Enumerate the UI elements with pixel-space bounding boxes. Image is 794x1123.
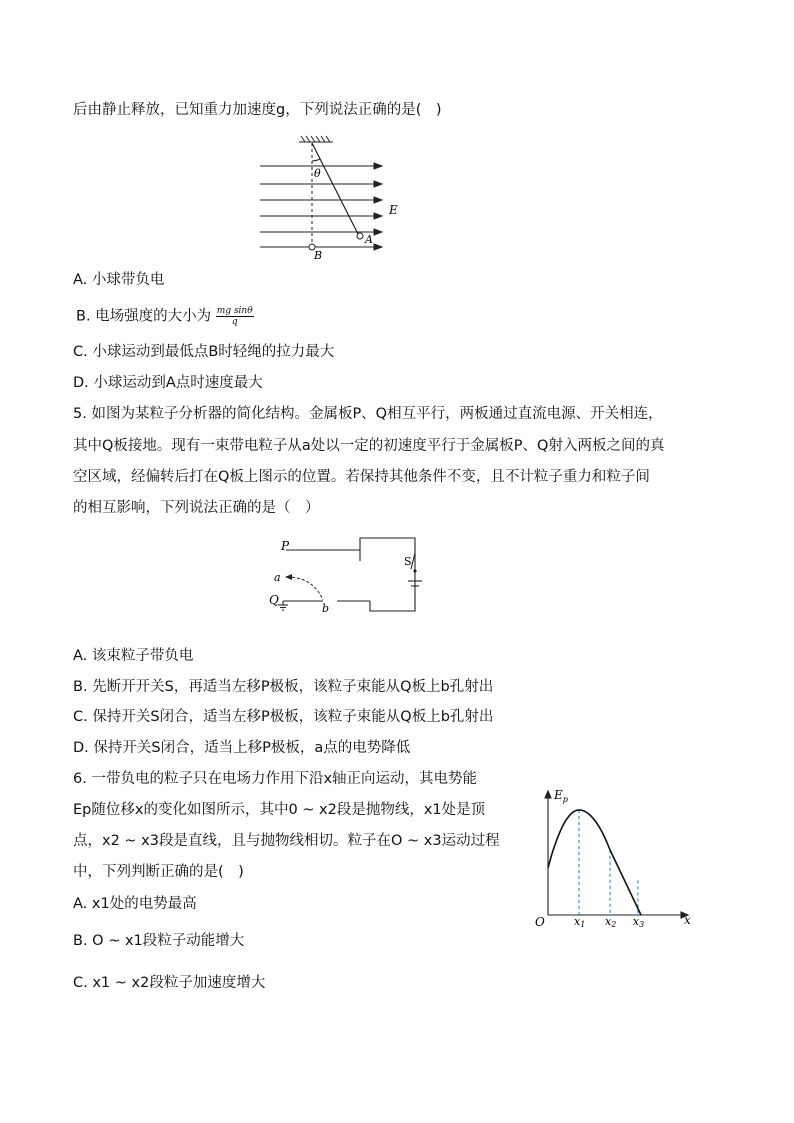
chart-axes [545,791,688,918]
q4-option-c: C. 小球运动到最低点B时轻绳的拉力最大 [73,344,335,360]
q4-option-a: A. 小球带负电 [73,272,165,288]
q5-stem-line-1: 5. 如图为某粒子分析器的简化结构。金属板P、Q相互平行，两板通过直流电源、开关相连， [73,406,663,422]
q4-option-b-text: B. 电场强度的大小为 [76,308,212,325]
point-a-label: A [365,233,373,246]
chart-tick-labels [574,915,644,929]
q5-option-c: C. 保持开关S闭合，适当左移P极板，该粒子束能从Q板上b孔射出 [73,709,494,725]
particle-arrow [285,574,292,580]
ball-a [357,233,363,239]
point-b-label: b [322,602,330,615]
q6-stem-line-2: Ep随位移x的变化如图所示，其中0 ~ x2段是抛物线，x1处是顶 [73,802,486,818]
q6-stem-line-3: 点，x2 ~ x3段是直线，且与抛物线相切。粒子在O ~ x3运动过程 [73,833,500,849]
ep-chart [530,780,705,930]
theta-label: θ [314,167,321,180]
point-a-label: a [274,571,281,584]
q4-option-b [76,306,254,327]
particle-path [287,577,323,600]
q5-stem-line-4: 的相互影响，下列说法正确的是（ ） [73,500,320,516]
q5-option-d: D. 保持开关S闭合，适当上移P极板，a点的电势降低 [73,740,411,756]
q6-option-a: A. x1处的电势最高 [73,896,197,912]
y-axis-label-sub: p [562,795,568,804]
fraction-numerator: mg sinθ [216,306,253,316]
tick-label-x1: x1 [574,915,586,929]
tick-label-x2: x2 [605,915,617,929]
point-b-label: B [314,249,323,262]
q5-option-a: A. 该束粒子带负电 [73,648,194,664]
y-axis-label-main: E [554,788,563,802]
y-axis-label [553,788,568,804]
q4-option-d: D. 小球运动到A点时速度最大 [73,375,263,391]
q6-option-c: C. x1 ~ x2段粒子加速度增大 [73,975,266,991]
q4-stem-tail: 后由静止释放，已知重力加速度g，下列说法正确的是( ) [73,102,442,118]
q5-stem-line-2: 其中Q板接地。现有一束带电粒子从a处以一定的初速度平行于金属板P、Q射入两板之间的真 [73,438,665,454]
q4-pendulum-figure [255,135,415,263]
q6-stem-line-4: 中，下列判断正确的是( ) [73,864,244,880]
field-label: E [389,203,398,217]
q4-option-b-fraction [216,306,254,327]
switch-contact [413,569,416,572]
ceiling-hatch [299,136,333,142]
chart-guides [579,810,638,915]
q6-option-b: B. O ~ x1段粒子动能增大 [73,933,245,949]
plate-p-label: P [281,539,290,553]
tick-label-x3: x3 [632,915,645,929]
x-axis-label: x [684,913,691,927]
fraction-denominator: q [231,317,238,327]
q5-stem-line-3: 空区域，经偏转后打在Q板上图示的位置。若保持其他条件不变，且不计粒子重力和粒子间 [73,469,650,485]
ep-curve [548,810,641,915]
angle-arc [312,159,320,161]
q5-analyzer-figure [265,533,425,618]
switch-s-label: S [404,555,412,568]
field-lines [260,163,382,250]
pendulum-string [312,143,358,234]
plate-q-label: Q [269,593,279,607]
origin-label: O [535,915,545,929]
q5-option-b: B. 先断开开关S，再适当左移P极板，该粒子束能从Q板上b孔射出 [73,679,494,695]
q6-stem-line-1: 6. 一带负电的粒子只在电场力作用下沿x轴正向运动，其电势能 [73,771,478,787]
